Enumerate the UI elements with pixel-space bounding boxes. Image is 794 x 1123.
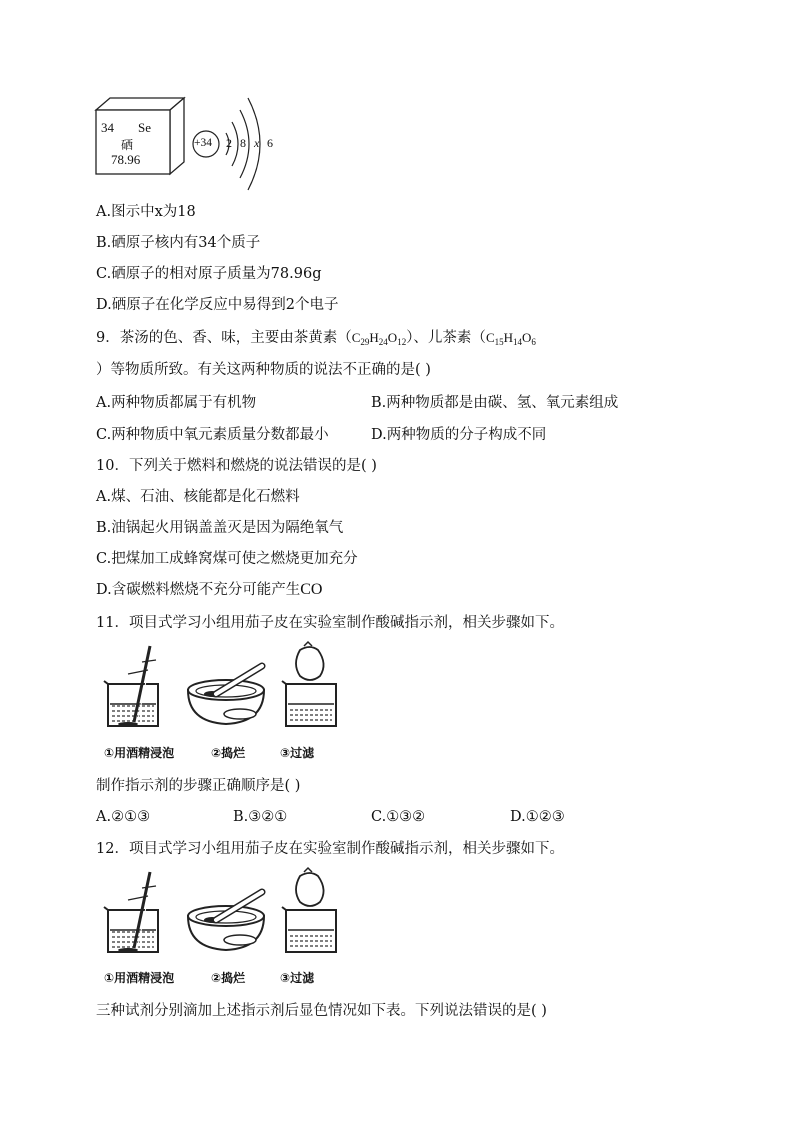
- option-label: A.: [96, 204, 112, 220]
- option-text: 硒原子核内有34个质子: [111, 235, 261, 251]
- q11-mortar-pestle-icon: [182, 660, 272, 728]
- option-label: A.: [96, 395, 112, 411]
- option-label: B.: [96, 520, 112, 536]
- shell-4-electrons: 6: [267, 136, 273, 150]
- option-text: 两种物质都属于有机物: [111, 395, 257, 411]
- element-card-figure: [92, 96, 192, 178]
- q8-option-b[interactable]: [96, 233, 260, 253]
- q11-option-d[interactable]: [510, 807, 565, 827]
- q9-option-c[interactable]: [96, 425, 329, 445]
- nucleus-charge: +34: [194, 137, 212, 149]
- q11-stem: 11．项目式学习小组用茄子皮在实验室制作酸碱指示剂，相关步骤如下。: [96, 615, 564, 631]
- q10-option-d[interactable]: [96, 580, 322, 600]
- option-text: 硒原子在化学反应中易得到2个电子: [111, 297, 339, 313]
- option-text: 两种物质的分子构成不同: [386, 427, 547, 443]
- q9-stem-part-a: 茶汤的色、香、味，主要由茶黄素（: [119, 330, 352, 346]
- option-label: C.: [96, 266, 112, 282]
- option-text: 油锅起火用锅盖盖灭是因为隔绝氧气: [111, 520, 344, 536]
- option-label: B.: [233, 809, 249, 825]
- q11-beaker-soaking-icon: [100, 640, 170, 728]
- q11-option-a[interactable]: [96, 807, 150, 827]
- option-label: A.: [96, 809, 112, 825]
- q9-option-a[interactable]: [96, 393, 256, 413]
- element-symbol: Se: [138, 120, 151, 135]
- q10-option-c[interactable]: [96, 549, 358, 569]
- q10-stem: 10．下列关于燃料和燃烧的说法错误的是( ): [96, 458, 377, 474]
- q9-stem-part-b: ）、儿茶素（: [406, 330, 486, 346]
- option-label: D.: [96, 582, 112, 598]
- option-label: C.: [371, 809, 387, 825]
- q9-option-d[interactable]: [371, 425, 546, 445]
- q11-step-3-caption: ③过滤: [280, 746, 315, 760]
- option-label: C.: [96, 427, 112, 443]
- q11-question: 制作指示剂的步骤正确顺序是( ): [96, 778, 301, 794]
- q11-option-b[interactable]: [233, 807, 287, 827]
- theaflavin-formula: $C_{29}H_{24}O_{12}$: [351, 330, 407, 347]
- option-text: ③②①: [248, 809, 288, 825]
- q11-apparatus-figure: [100, 640, 350, 728]
- element-card-box: [92, 96, 192, 178]
- q10-option-a[interactable]: [96, 487, 300, 507]
- q8-option-c[interactable]: [96, 264, 321, 284]
- question-number: 9．: [96, 330, 120, 346]
- catechin-formula: $C_{15}H_{14}O_6$: [485, 330, 536, 347]
- option-text: ①②③: [525, 809, 565, 825]
- q12-beaker-soaking-icon: [100, 866, 170, 954]
- shell-3-electrons: x: [254, 136, 260, 150]
- q12-question: 三种试剂分别滴加上述指示剂后显色情况如下表。下列说法错误的是( ): [96, 1003, 547, 1019]
- shell-2-electrons: 8: [240, 136, 246, 150]
- q11-option-c[interactable]: [371, 807, 425, 827]
- q10-option-b[interactable]: [96, 518, 343, 538]
- option-text: 把煤加工成蜂窝煤可使之燃烧更加充分: [111, 551, 358, 567]
- q11-step-1-caption: ①用酒精浸泡: [104, 746, 175, 760]
- q8-option-d[interactable]: [96, 295, 338, 315]
- option-text: 两种物质都是由碳、氢、氧元素组成: [386, 395, 619, 411]
- carbon-monoxide-formula: CO: [300, 581, 323, 598]
- q11-beaker-filter-icon: [278, 640, 348, 728]
- option-text: ①③②: [386, 809, 426, 825]
- option-text: 煤、石油、核能都是化石燃料: [111, 489, 300, 505]
- option-label: D.: [96, 297, 112, 313]
- q12-step-1-caption: ①用酒精浸泡: [104, 971, 175, 985]
- relative-atomic-mass: 78.96: [111, 152, 141, 167]
- q12-stem: 12．项目式学习小组用茄子皮在实验室制作酸碱指示剂，相关步骤如下。: [96, 841, 564, 857]
- atom-structure-diagram: [190, 92, 290, 192]
- option-label: C.: [96, 551, 112, 567]
- option-text: 图示中x为18: [111, 204, 196, 220]
- q12-step-2-caption: ②捣烂: [211, 971, 246, 985]
- option-text: 两种物质中氧元素质量分数都最小: [111, 427, 329, 443]
- option-label: B.: [96, 235, 112, 251]
- q12-beaker-filter-icon: [278, 866, 348, 954]
- atomic-number: 34: [101, 120, 114, 135]
- option-label: B.: [371, 395, 387, 411]
- q9-option-b[interactable]: [371, 393, 618, 413]
- shell-1-electrons: 2: [226, 136, 232, 150]
- q12-step-3-caption: ③过滤: [280, 971, 315, 985]
- option-text: 含碳燃料燃烧不充分可能产生: [111, 582, 301, 598]
- option-text: 硒原子的相对原子质量为78.96g: [111, 266, 322, 282]
- q11-step-2-caption: ②捣烂: [211, 746, 246, 760]
- option-text: ②①③: [111, 809, 151, 825]
- q9-stem-line-1: [96, 328, 536, 352]
- q12-mortar-pestle-icon: [182, 886, 272, 954]
- option-label: D.: [371, 427, 387, 443]
- option-label: D.: [510, 809, 526, 825]
- element-name: 硒: [121, 138, 134, 152]
- q8-option-a[interactable]: [96, 202, 196, 222]
- option-label: A.: [96, 489, 112, 505]
- q12-apparatus-figure: [100, 866, 350, 954]
- q9-stem-line-2: ）等物质所致。有关这两种物质的说法不正确的是( ): [96, 362, 431, 378]
